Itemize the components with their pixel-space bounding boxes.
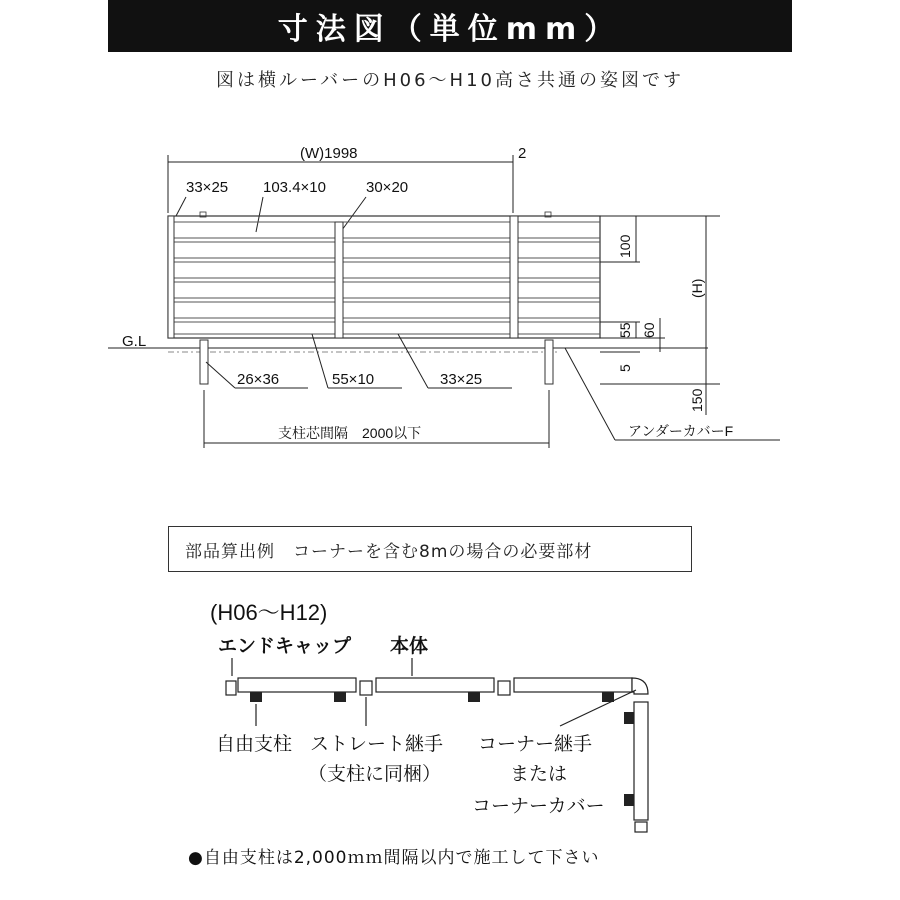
member-label-bottom-1: 26×36 (237, 371, 280, 388)
member-label-bottom-2: 55×10 (332, 371, 375, 388)
straight-joint-note: （支柱に同梱） (308, 764, 442, 785)
gap-label: 2 (518, 145, 527, 162)
member-label-top-2: 103.4×10 (263, 179, 326, 196)
or-label: または (510, 764, 568, 785)
post-spacing-label: 支柱芯間隔 2000以下 (278, 425, 422, 441)
range-label: (H06～H12) (210, 600, 328, 625)
height-label: (H) (689, 278, 705, 298)
corner-cover-label: コーナーカバー (472, 796, 605, 817)
ground-label: G.L (122, 333, 147, 350)
width-label: (W)1998 (300, 145, 358, 162)
end-cap-label: エンドキャップ (218, 636, 352, 657)
dim-5: 5 (617, 364, 633, 372)
parts-example-heading: 部品算出例 コーナーを含む8mの場合の必要部材 (168, 526, 692, 572)
member-label-top-3: 30×20 (366, 179, 409, 196)
dim-100: 100 (617, 234, 633, 258)
footnote: ●自由支柱は2,000ｍｍ間隔以内で施工して下さい (188, 848, 600, 868)
dim-150: 150 (689, 388, 705, 412)
dim-55: 55 (617, 322, 633, 338)
free-post-label: 自由支柱 (216, 734, 293, 755)
page-subtitle: 図は横ルーバーのH06～H10高さ共通の姿図です (216, 70, 684, 91)
corner-joint-label: コーナー継手 (478, 734, 593, 755)
page-title: 寸法図（単位mm） (108, 0, 792, 52)
under-cover-label: アンダーカバーF (628, 423, 734, 439)
straight-joint-label: ストレート継手 (310, 734, 444, 755)
body-label: 本体 (390, 636, 429, 657)
member-label-top-1: 33×25 (186, 179, 229, 196)
dim-60: 60 (641, 322, 657, 338)
member-label-bottom-3: 33×25 (440, 371, 483, 388)
